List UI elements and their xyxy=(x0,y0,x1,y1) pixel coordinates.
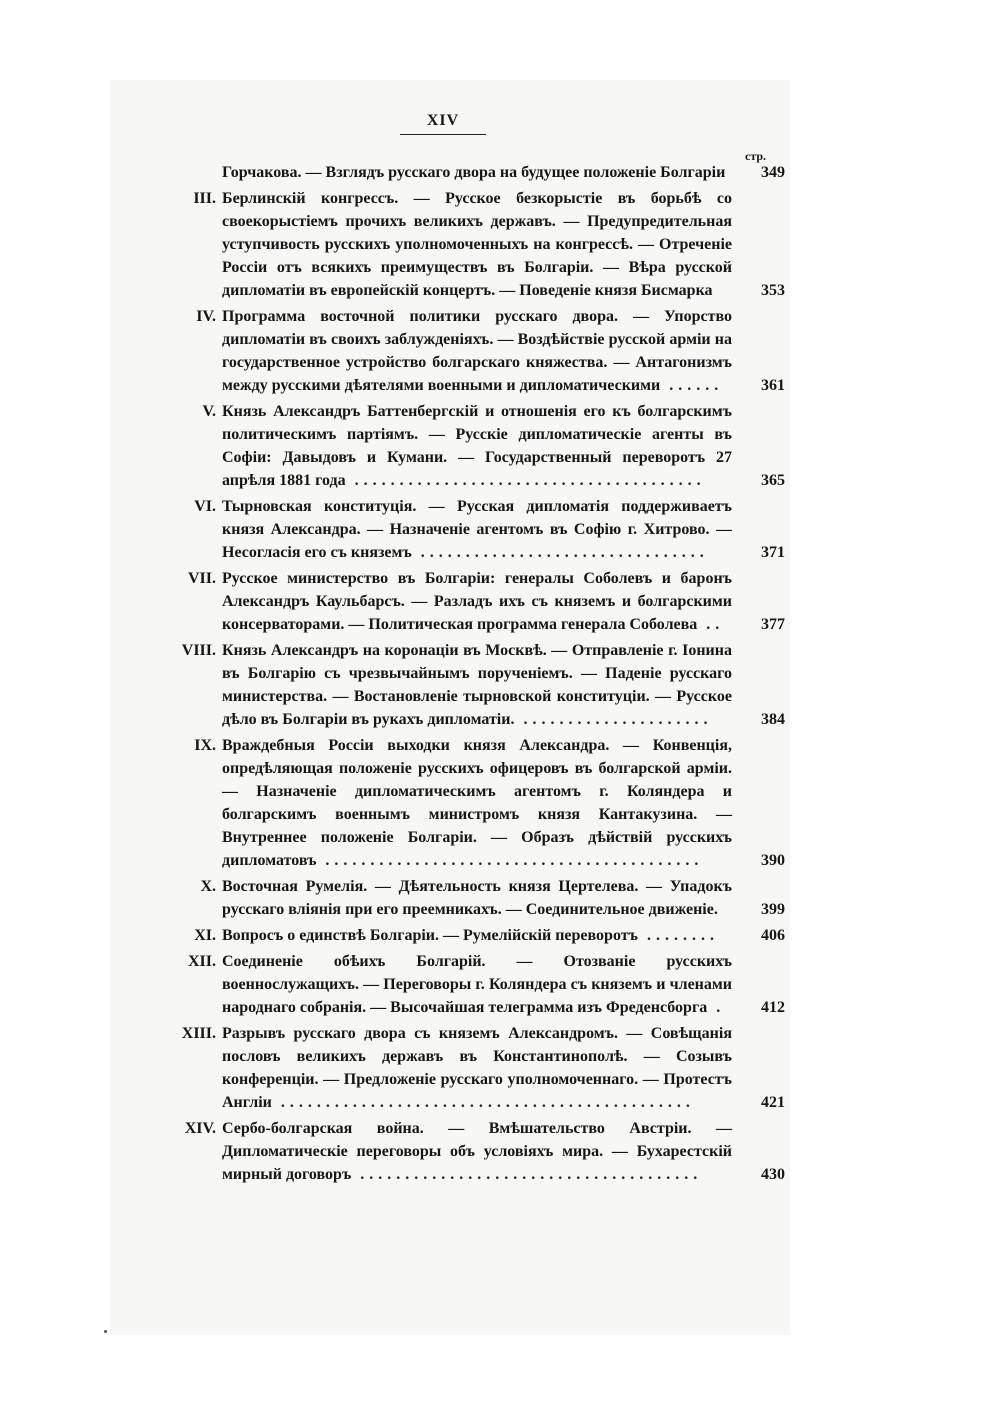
toc-entry-page: 406 xyxy=(761,927,785,944)
toc-entry-numeral: XIII. xyxy=(181,1025,216,1042)
toc-entry-numeral: III. xyxy=(193,190,216,207)
toc-entry-numeral: IX. xyxy=(194,737,216,754)
toc-entry-page: 390 xyxy=(761,852,785,869)
toc-entry-text: Разрывъ русскаго двора съ княземъ Александромъ. — Совѣщанія пословъ великихъ державъ въ Константинополѣ. — Созывъ конференціи. — Предложеніе русскаго уполномоченнаго. — Протестъ Англіи xyxy=(222,1025,732,1111)
toc-entry-text: Вопросъ о единствѣ Болгаріи. — Румелійскій переворотъ xyxy=(222,927,638,944)
toc-entry-numeral: VIII. xyxy=(181,642,216,659)
toc-entry-body xyxy=(222,1117,732,1186)
dot-leader: ....................................... xyxy=(345,472,706,489)
dot-leader: ...... xyxy=(660,377,724,394)
speck-mark xyxy=(104,1330,107,1333)
toc-entry-numeral: V. xyxy=(202,403,216,420)
toc-entry-text: Восточная Румелія. — Дѣятельность князя Цертелева. — Упадокъ русскаго вліянія при его преемникахъ. — Соединительное движеніе. xyxy=(222,878,732,918)
toc-entry-body xyxy=(222,950,732,1019)
toc-entry-text: Сербо-болгарская война. — Вмѣшательство Австріи. — Дипломатическіе переговоры объ условіяхъ мира. — Бухарестскій мирный договоръ xyxy=(222,1120,732,1183)
dot-leader: .. xyxy=(697,616,725,633)
toc-entry xyxy=(160,567,785,636)
toc-entry-text: Враждебныя Россіи выходки князя Александра. — Конвенція, опредѣляющая положеніе русскихъ офицеровъ въ болгарской арміи. — Назначеніе дипломатическимъ агентомъ г. Коляндера и болгарскимъ военнымъ министромъ князя Кантакузина. — Внутреннее положеніе Болгаріи. — Образъ дѣйствій русскихъ дипломатовъ xyxy=(222,737,732,869)
toc-entry-page: 371 xyxy=(761,544,785,561)
toc-entry-page: 384 xyxy=(761,711,785,728)
toc-entry-numeral: XI. xyxy=(194,927,216,944)
toc-entry-text: Тырновская конституція. — Русская дипломатія поддерживаетъ князя Александра. — Назначеніе агентомъ въ Софію г. Хитрово. — Несогласія его съ княземъ xyxy=(222,498,732,561)
toc-entry xyxy=(160,639,785,731)
toc-entry-page: 349 xyxy=(761,164,785,181)
header-rule xyxy=(400,134,486,135)
toc-entry-page: 412 xyxy=(761,999,785,1016)
toc-entry-body xyxy=(222,187,732,302)
toc-entry-numeral: X. xyxy=(200,878,216,895)
dot-leader: ..................... xyxy=(514,711,713,728)
toc-entry-numeral: IV. xyxy=(196,308,216,325)
toc-entry xyxy=(160,400,785,492)
dot-leader: .............................................. xyxy=(271,1094,695,1111)
toc-entry-text: Программа восточной политики русскаго двора. — Упорство дипломатіи въ своихъ заблужденіяхъ. — Воздѣйствіе русской арміи на государственное устройство болгарскаго княжества. — Антагонизмъ между русскими дѣятелями военными и дипломатическими xyxy=(222,308,732,394)
toc-entry-body xyxy=(222,495,732,564)
toc-entry-page: 361 xyxy=(761,377,785,394)
toc-entry xyxy=(160,924,785,947)
toc-entry-page: 421 xyxy=(761,1094,785,1111)
toc-entry-numeral: VI. xyxy=(194,498,216,515)
toc-entry-text: Князь Александръ на коронаціи въ Москвѣ. — Отправленіе г. Іонина въ Болгарію съ чрезвычайнымъ порученіемъ. — Паденіе русскаго министерства. — Востановленіе тырновской конституціи. — Русское дѣло въ Болгаріи въ рукахъ дипломатіи. xyxy=(222,642,732,728)
toc-entry xyxy=(160,950,785,1019)
toc-entry-page: 377 xyxy=(761,616,785,633)
toc-entry xyxy=(160,495,785,564)
toc-entry-body xyxy=(222,400,732,492)
toc-entry-numeral: VII. xyxy=(187,570,216,587)
toc-entry-page: 365 xyxy=(761,472,785,489)
toc-entry-page: 430 xyxy=(761,1166,785,1183)
toc-entry xyxy=(160,161,785,184)
toc-entry xyxy=(160,187,785,302)
toc-entry xyxy=(160,1117,785,1186)
toc-entry-text: Князь Александръ Баттенбергскій и отношенія его къ болгарскимъ политическимъ партіямъ. — Русскіе дипломатическіе агенты въ Софіи: Давыдовъ и Кумани. — Государственный переворотъ 27 апрѣля 1881 года xyxy=(222,403,732,489)
toc-entry xyxy=(160,1022,785,1114)
dot-leader: .......................................... xyxy=(316,852,704,869)
toc-entry-numeral: XII. xyxy=(187,953,216,970)
dot-leader: ...................................... xyxy=(351,1166,703,1183)
toc-entry-body xyxy=(222,161,732,184)
toc-entry-body xyxy=(222,305,732,397)
dot-leader: . xyxy=(707,999,726,1016)
toc-entry-numeral: XIV. xyxy=(184,1120,216,1137)
toc-entry-text: Берлинскій конгрессъ. — Русское безкорыстіе въ борьбѣ со своекорыстіемъ прочихъ великихъ державъ. — Предупредительная уступчивость русскихъ уполномоченныхъ на конгрессѣ. — Отреченіе Россіи отъ всякихъ преимуществъ въ Болгаріи. — Вѣра русской дипломатіи въ европейскій концертъ. — Поведеніе князя Бисмарка xyxy=(222,190,732,299)
toc-entry xyxy=(160,875,785,921)
toc-entry-body xyxy=(222,639,732,731)
toc-entry-body xyxy=(222,734,732,872)
toc-entry-text: Горчакова. — Взглядъ русскаго двора на будущее положеніе Болгаріи xyxy=(222,164,726,181)
page-column-label: стр. xyxy=(745,149,767,163)
toc-entry xyxy=(160,305,785,397)
toc-entry-body xyxy=(222,875,732,921)
toc-entry-body xyxy=(222,567,732,636)
toc-entry-body xyxy=(222,1022,732,1114)
table-of-contents xyxy=(160,161,785,1189)
toc-entry-body xyxy=(222,924,732,947)
dot-leader: ................................ xyxy=(411,544,709,561)
dot-leader: ........ xyxy=(637,927,719,944)
toc-entry-text: Русское министерство въ Болгаріи: генералы Соболевъ и баронъ Александръ Каульбарсъ. — Разладъ ихъ съ княземъ и болгарскими консерваторами. — Политическая программа генерала Соболева xyxy=(222,570,732,633)
toc-entry-page: 399 xyxy=(761,901,785,918)
page-header-numeral: XIV xyxy=(426,112,460,129)
toc-entry xyxy=(160,734,785,872)
toc-entry-page: 353 xyxy=(761,282,785,299)
toc-entry-text: Соединеніе обѣихъ Болгарій. — Отозваніе русскихъ военнослужащихъ. — Переговоры г. Коляндера съ княземъ и членами народнаго собранія. — Высочайшая телеграмма изъ Фреденсборга xyxy=(222,953,732,1016)
